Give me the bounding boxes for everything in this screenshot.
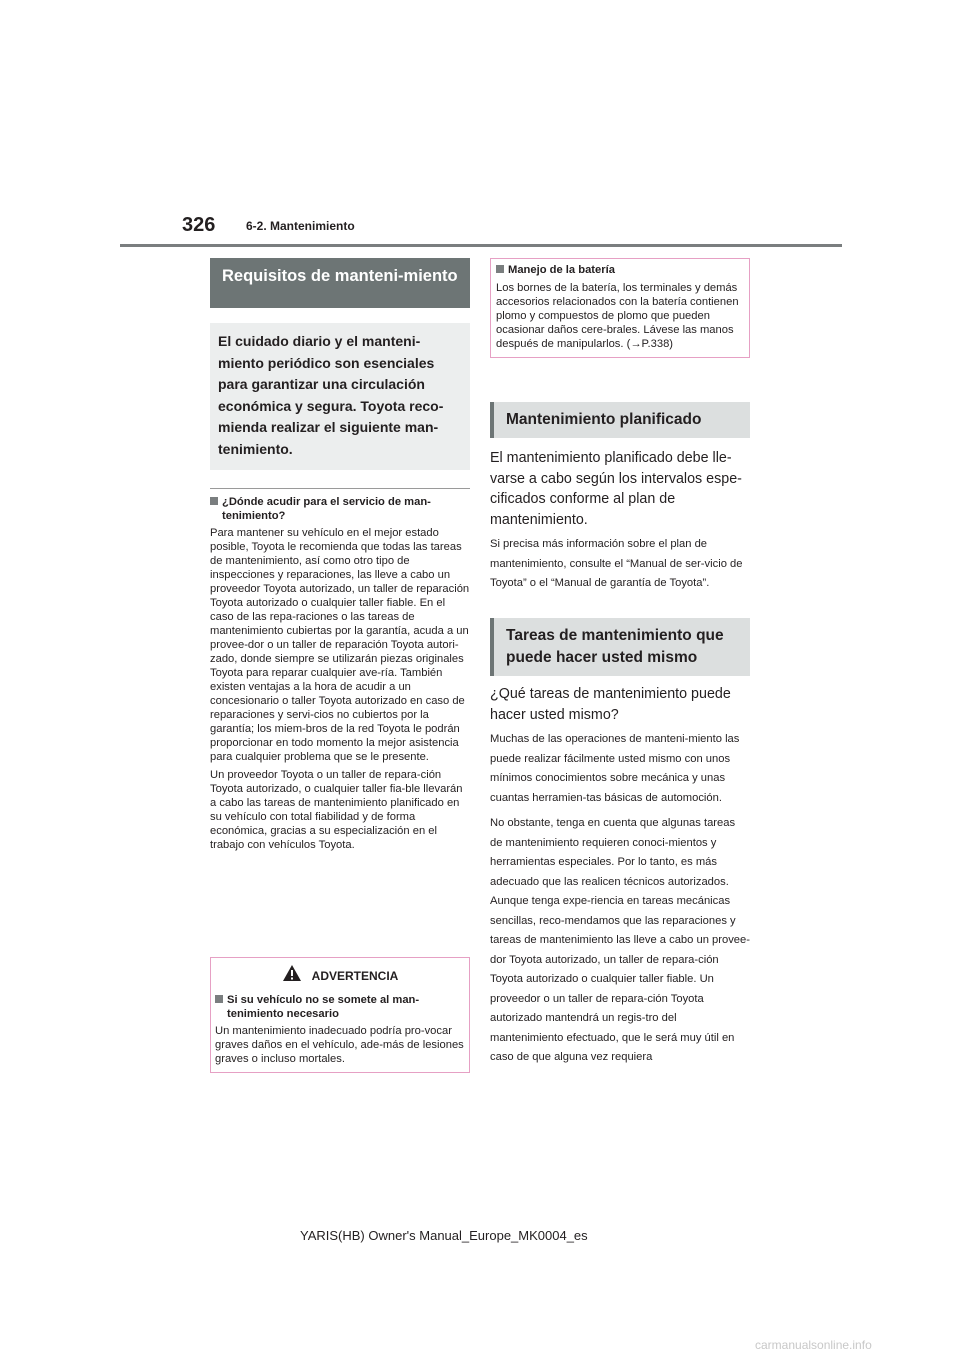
intro-box: El cuidado diario y el manteni-miento periódico son esenciales para garantizar una circulación económica y segura. Toyota reco-mienda realizar el siguiente man-tenimiento. xyxy=(210,323,470,470)
warning-header: ADVERTENCIA xyxy=(215,964,465,985)
page-number: 326 xyxy=(182,214,216,236)
planned-section xyxy=(490,402,750,594)
planned-text: Si precisa más información sobre el plan de mantenimiento, consulte el “Manual de ser-vicio de Toyota” o el “Manual de garantía de Toyota”. xyxy=(490,538,743,589)
question-paragraph-2: Un proveedor Toyota o un taller de repara-ción Toyota autorizado, o cualquier taller fia-ble llevarán a cabo las tareas de mantenimiento planificado en su vehículo con total fiabilidad y de forma económica, gracias a su especialización en el trabajo con vehículos Toyota. xyxy=(210,769,463,851)
square-bullet-icon xyxy=(496,265,504,273)
warning-heading: Si su vehículo no se somete al man-tenimiento necesario xyxy=(215,993,465,1021)
watermark: carmanualsonline.info xyxy=(755,1338,872,1352)
diy-lead: ¿Qué tareas de mantenimiento puede hacer usted mismo? xyxy=(490,686,731,723)
battery-heading: Manejo de la batería xyxy=(496,263,744,277)
diy-paragraph-1: Muchas de las operaciones de manteni-miento las puede realizar fácilmente usted mismo con unos mínimos conocimientos sobre mecánica y unas cuantas herramien-tas básicas de automoción. xyxy=(490,733,740,804)
warning-text: Un mantenimiento inadecuado podría pro-vocar graves daños en el vehículo, ade-más de lesiones graves o incluso mortales. xyxy=(215,1025,464,1065)
planned-lead: El mantenimiento planificado debe lle-varse a cabo según los intervalos espe-cificados conforme al plan de mantenimiento. xyxy=(490,450,742,528)
battery-text: Los bornes de la batería, los terminales y demás accesorios relacionados con la batería contienen plomo y compuestos de plomo que pueden ocasionar daños cere-brales. Lávese las manos después de manipularlos. (→P.338) xyxy=(496,282,739,350)
question-paragraph-1: Para mantener su vehículo en el mejor estado posible, Toyota le recomienda que todas las tareas de mantenimiento, así como otro tipo de inspecciones y reparaciones, las lleve a cabo un proveedor Toyota autorizado, un taller de reparación Toyota autorizado o cualquier taller fiable. En el caso de las repa-raciones o las tareas de mantenimiento cubiertas por la garantía, acuda a un provee-dor o un taller de reparación Toyota autori-zado, donde siempre se utilizarán piezas originales Toyota para reparar cualquier ave-ría. También existen ventajas a la hora de acudir a un concesionario o taller Toyota autorizado en caso de reparaciones y servi-cios no cubiertos por la garantía; los miem-bros de la red Toyota le podrán proporcionar en todo momento la mejor asistencia para cualquier problema que se le presente. xyxy=(210,527,470,763)
header-rule xyxy=(120,244,842,247)
section-title-planificado: Mantenimiento planificado xyxy=(490,402,750,438)
question-heading: ¿Dónde acudir para el servicio de man-tenimiento? xyxy=(210,495,470,523)
square-bullet-icon xyxy=(215,995,223,1003)
section-label: 6-2. Mantenimiento xyxy=(246,219,355,233)
diy-paragraph-2: No obstante, tenga en cuenta que algunas tareas de mantenimiento requieren conoci-mientos y herramientas especiales. Por lo tanto, es más adecuado que las realicen técnicos autorizados. Aunque tenga expe-riencia en tareas mecánicas sencillas, reco-mendamos que las reparaciones y tareas de mantenimiento las lleve a cabo un provee-dor Toyota autorizado, un taller de repara-ción Toyota autorizado o cualquier taller fiable. Un proveedor o un taller de repara-ción Toyota autorizado mantendrá un regis-tro del mantenimiento efectuado, que le será muy útil en caso de que alguna vez requiera xyxy=(490,817,750,1063)
section-title-requisitos: Requisitos de manteni-miento xyxy=(210,258,470,308)
square-bullet-icon xyxy=(210,497,218,505)
section-title-tareas: Tareas de mantenimiento que puede hacer usted mismo xyxy=(490,618,750,676)
battery-note-box xyxy=(490,258,750,358)
left-column xyxy=(210,258,470,852)
diy-section xyxy=(490,618,750,1068)
warning-triangle-icon xyxy=(282,964,302,985)
warning-box xyxy=(210,957,470,1073)
footer-text: YARIS(HB) Owner's Manual_Europe_MK0004_es xyxy=(300,1228,588,1243)
